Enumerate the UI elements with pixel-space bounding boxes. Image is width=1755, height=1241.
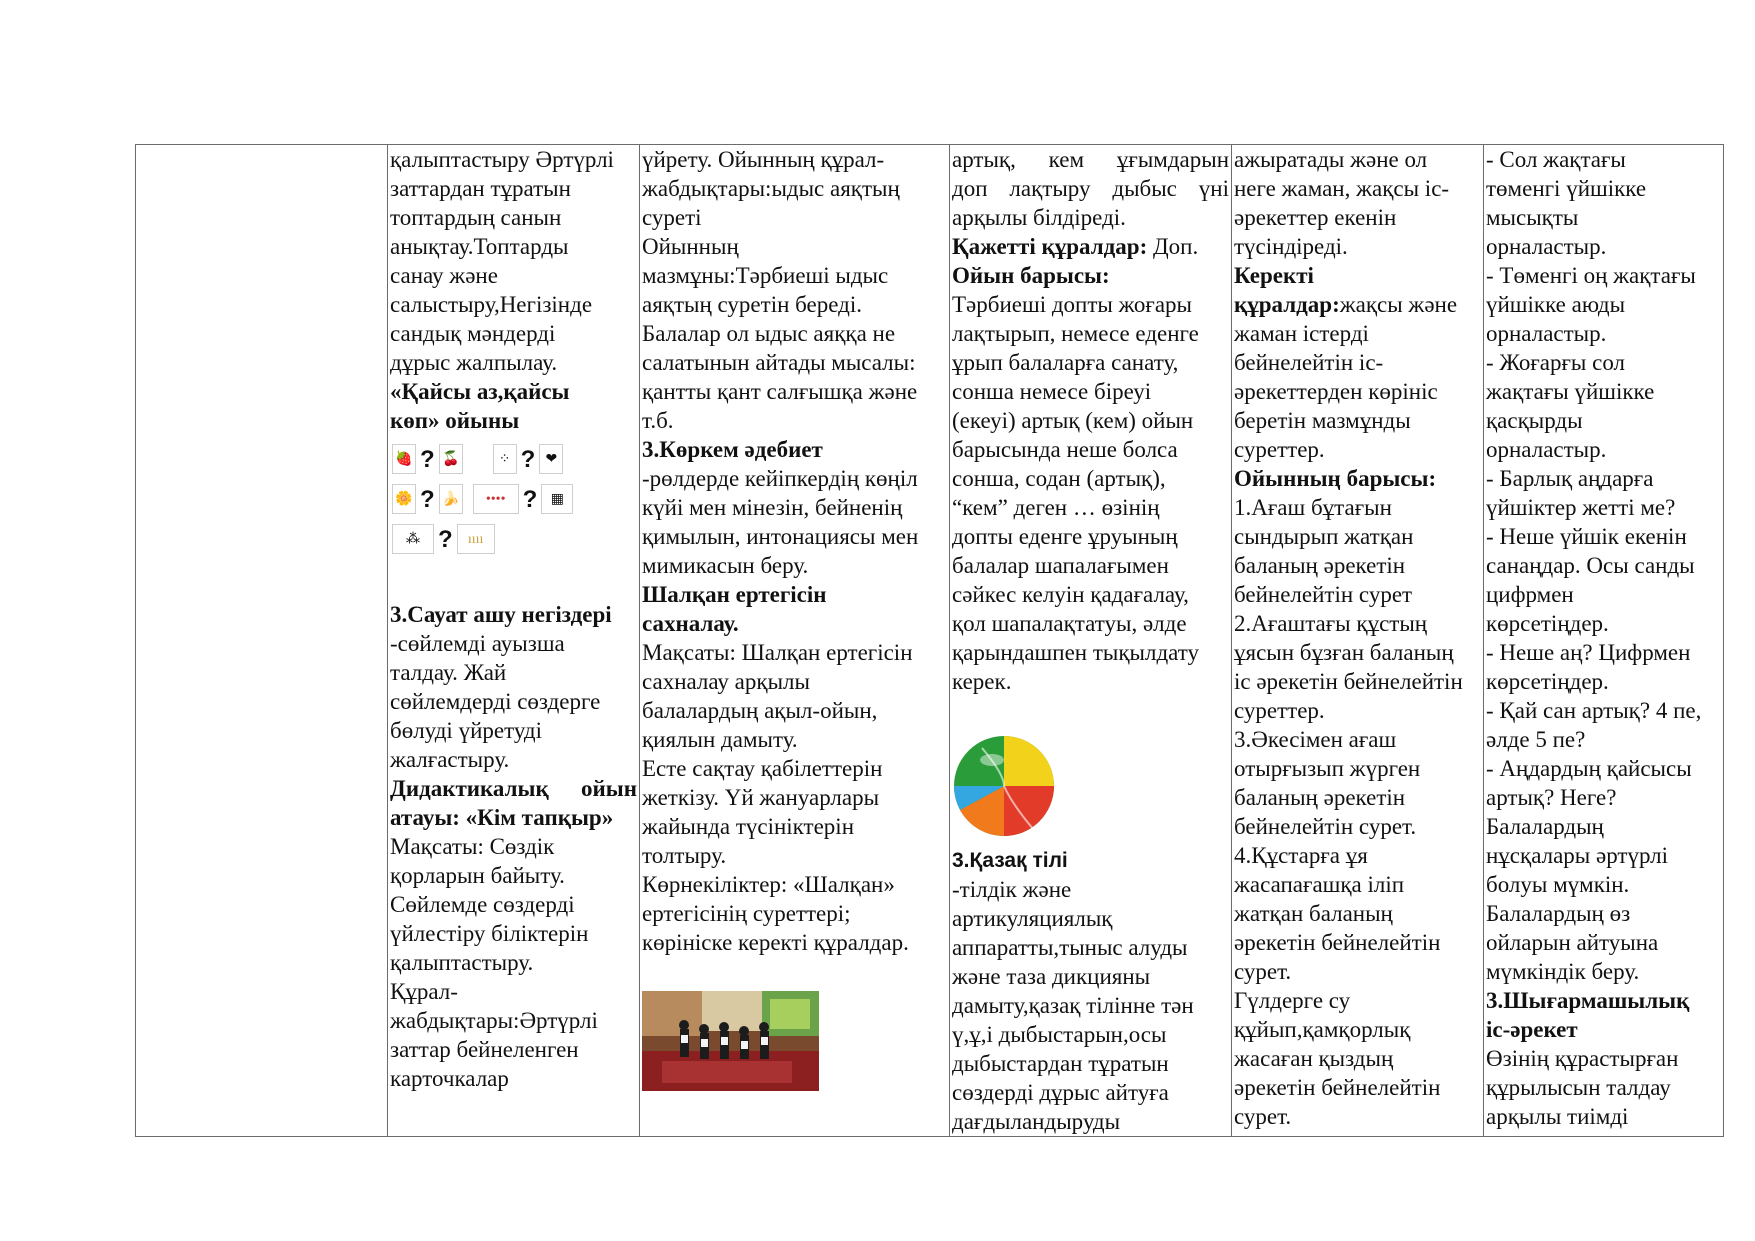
text-line: қалыптастыру Әртүрлі [390, 147, 614, 172]
text-line: толтыру. [642, 843, 727, 868]
text-line: сөйлемдерді сөздерге [390, 689, 601, 714]
label-bold: құралдар: [1234, 292, 1340, 317]
question-mark: ? [420, 445, 435, 473]
text-line: ертегісінің суреттері; [642, 901, 851, 926]
text-line: нұсқалары әртүрлі [1486, 843, 1669, 868]
text-line: дыбыстардан тұратын [952, 1051, 1169, 1076]
text-line: беретін мазмұнды [1234, 408, 1411, 433]
beach-ball-picture [952, 734, 1056, 838]
text-line: жеткізу. Үй жануарлары [642, 785, 880, 810]
text-line: - Неше үйшік екенін [1486, 524, 1687, 549]
text-line: 3.Қазақ тілі [952, 849, 1068, 872]
text-line: Көрнекіліктер: «Шалқан» [642, 872, 895, 897]
text-line: сәйкес келуін қадағалау, [952, 582, 1189, 607]
text-line: керек. [952, 669, 1012, 694]
text-line: доп лақтыру дыбыс үні [952, 176, 1229, 201]
text-line: аяқтың суретін береді. [642, 292, 862, 317]
text-line: - Жоғарғы сол [1486, 350, 1626, 375]
text-line: әрекеттер екенін [1234, 205, 1397, 230]
text-line: “кем” деген … өзінің [952, 495, 1160, 520]
text-line: карточкалар [390, 1066, 509, 1091]
cherries-icon: 🍒 [439, 444, 463, 474]
text-line: төменгі үйшікке [1486, 176, 1647, 201]
cell-col1-empty [136, 145, 388, 1137]
text-line: сонша, содан (артық), [952, 466, 1166, 491]
flower-icon: 🌼 [392, 484, 416, 514]
text-line: 3.Көркем әдебиет [642, 437, 823, 462]
text-line: сонша немесе біреуі [952, 379, 1152, 404]
text-line: қалыптастыру. [390, 950, 534, 975]
text-line: салатынын айтады мысалы: [642, 350, 916, 375]
label-rest: Доп. [1147, 234, 1199, 259]
text-line: орналастыр. [1486, 321, 1607, 346]
text-line: ү,ұ,і дыбыстарын,осы [952, 1022, 1167, 1047]
text-line: Балалардың [1486, 814, 1604, 839]
text-line: ұрып балаларға санату, [952, 350, 1179, 375]
text-line: қимылын, интонациясы мен [642, 524, 919, 549]
text-line: Тәрбиеші допты жоғары [952, 292, 1193, 317]
text-line: отырғызып жүрген [1234, 756, 1421, 781]
text-line: 4.Құстарға ұя [1234, 843, 1368, 868]
text-line: болуы мүмкін. [1486, 872, 1630, 897]
table-row [136, 145, 1724, 1137]
text-block-kazakh [952, 846, 1229, 1136]
text-block-ball-game [952, 145, 1229, 696]
text-line: Керекті [1234, 263, 1314, 288]
text-line: «Қайсы аз,қайсы [390, 379, 570, 404]
house-icon: ▦ [541, 484, 573, 514]
text-line: әрекетін бейнелейтін [1234, 930, 1441, 955]
question-mark: ? [520, 445, 536, 473]
heart-icon: ❤ [539, 444, 563, 474]
text-line: сахналау арқылы [642, 669, 810, 694]
text-line: қорларын байыту. [390, 863, 565, 888]
dots-group-icon: •••• [473, 484, 519, 514]
cell-col6 [1484, 145, 1724, 1137]
question-mark: ? [438, 525, 453, 553]
cell-col2 [388, 145, 640, 1137]
text-line: сөздерді дұрыс айтуға [952, 1080, 1169, 1105]
text-line: қол шапалақтатуы, әлде [952, 611, 1187, 636]
text-line: Құрал- [390, 979, 458, 1004]
text-line: ұясын бұзған баланың [1234, 640, 1454, 665]
text-block-math [390, 145, 637, 435]
text-line: (екеуі) артық (кем) ойын [952, 408, 1194, 433]
text-line: 3.Әкесімен ағаш [1234, 727, 1397, 752]
text-line: ойларын айтуына [1486, 930, 1659, 955]
text-line: іс әрекетін бейнелейтін [1234, 669, 1463, 694]
text-line: -тілдік және [952, 877, 1072, 902]
text-line: арқылы білдіреді. [952, 205, 1126, 230]
text-line [952, 232, 1229, 261]
bars-icon: ıııı [457, 524, 495, 554]
text-line: әрекетін бейнелейтін [1234, 1075, 1441, 1100]
text-line: Мақсаты: Шалқан ертегісін [642, 640, 913, 665]
text-line: сурет. [1234, 1104, 1292, 1129]
text-line: жасапағашқа іліп [1234, 872, 1405, 897]
text-line: 2.Ағаштағы құстың [1234, 611, 1428, 636]
text-line: сурет. [1234, 959, 1292, 984]
text-line: -рөлдерде кейіпкердің көңіл [642, 466, 918, 491]
text-block-animals-houses [1486, 145, 1721, 1131]
text-line: бөлуді үйретуді [390, 718, 542, 743]
text-line: суреті [642, 205, 702, 230]
text-line: әрекеттерден көрініс [1234, 379, 1438, 404]
text-line: мысықты [1486, 205, 1579, 230]
text-line: орналастыр. [1486, 437, 1607, 462]
text-line: - Барлық аңдарға [1486, 466, 1654, 491]
text-line: Өзінің құрастырған [1486, 1046, 1679, 1071]
text-line: көрініске керекті құралдар. [642, 930, 909, 955]
text-line: - Аңдардың қайсысы [1486, 756, 1692, 781]
text-line: көп» ойыны [390, 408, 520, 433]
text-line: әлде 5 пе? [1486, 727, 1586, 752]
text-line: Шалқан ертегісін [642, 582, 827, 607]
text-line: бейнелейтін сурет. [1234, 814, 1417, 839]
text-line: қарындашпен тықылдату [952, 640, 1200, 665]
text-line: - Қай сан артық? 4 пе, [1486, 698, 1702, 723]
text-line: заттар бейнеленген [390, 1037, 579, 1062]
text-line: барысында неше болса [952, 437, 1178, 462]
text-line: лақтырып, немесе еденге [952, 321, 1199, 346]
text-line: санау және [390, 263, 498, 288]
text-line: сандық мәндерді [390, 321, 556, 346]
text-line: Сөйлемде сөздерді [390, 892, 575, 917]
text-line: жатқан баланың [1234, 901, 1393, 926]
text-line: арқылы тиімді [1486, 1104, 1629, 1129]
text-line: үйшіктер жетті ме? [1486, 495, 1676, 520]
text-line: мүмкіндік беру. [1486, 959, 1640, 984]
text-line: - Сол жақтағы [1486, 147, 1626, 172]
text-line: жайында түсініктерін [642, 814, 855, 839]
text-line: - Неше аң? Цифрмен [1486, 640, 1691, 665]
text-line: бейнелейтін сурет [1234, 582, 1413, 607]
text-line: неге жаман, жақсы іс- [1234, 176, 1450, 201]
text-block-literature [642, 145, 947, 957]
text-line: және таза дикцияны [952, 964, 1151, 989]
text-line: Балалардың өз [1486, 901, 1631, 926]
text-line: сахналау. [642, 611, 739, 636]
text-line: анықтау.Топтарды [390, 234, 569, 259]
text-line: санаңдар. Осы санды [1486, 553, 1695, 578]
text-line: артикуляциялық [952, 906, 1113, 931]
text-line: Есте сақтау қабілеттерін [642, 756, 883, 781]
text-line: баланың әрекетін [1234, 553, 1406, 578]
text-line: көрсетіңдер. [1486, 611, 1609, 636]
stage-photo [642, 991, 819, 1091]
text-line: талдау. Жай [390, 660, 507, 685]
text-line: 1.Ағаш бұтағын [1234, 495, 1392, 520]
text-line: аппаратты,тыныс алуды [952, 935, 1188, 960]
fruit-icon: 🍓 [392, 444, 416, 474]
text-line: қантты қант салғышқа және [642, 379, 918, 404]
text-line: балалардың ақыл-ойын, [642, 698, 878, 723]
text-line: атауы: «Кім тапқыр» [390, 805, 614, 830]
text-line: -сөйлемді ауызша [390, 631, 565, 656]
text-line: 3.Шығармашылық [1486, 988, 1690, 1013]
text-line: артық, кем ұғымдарын [952, 147, 1229, 172]
cell-col4 [950, 145, 1232, 1137]
text-line: түсіндіреді. [1234, 234, 1348, 259]
text-line: дамыту,қазақ тілінне тән [952, 993, 1194, 1018]
text-line: 3.Сауат ашу негіздері [390, 602, 612, 627]
text-line: қиялын дамыту. [642, 727, 798, 752]
text-line: салыстыру,Негізінде [390, 292, 593, 317]
text-line: суреттер. [1234, 698, 1325, 723]
text-line: артық? Неге? [1486, 785, 1617, 810]
text-line: мазмұны:Тәрбиеші ыдыс [642, 263, 889, 288]
text-line: құрылысын талдау [1486, 1075, 1671, 1100]
text-line: цифрмен [1486, 582, 1574, 607]
text-line: іс-әрекет [1486, 1017, 1578, 1042]
text-line: Мақсаты: Сөздік [390, 834, 555, 859]
text-line: көрсетіңдер. [1486, 669, 1609, 694]
text-line: бейнелейтін іс- [1234, 350, 1384, 375]
text-line: орналастыр. [1486, 234, 1607, 259]
text-line: Ойын барысы: [952, 263, 1110, 288]
cell-col5 [1232, 145, 1484, 1137]
text-line: жақтағы үйшікке [1486, 379, 1655, 404]
text-line: құйып,қамқорлық [1234, 1017, 1411, 1042]
text-line: дұрыс жалпылау. [390, 350, 558, 375]
text-line: балалар шапалағымен [952, 553, 1169, 578]
text-line: баланың әрекетін [1234, 785, 1406, 810]
text-line: мимикасын беру. [642, 553, 809, 578]
text-line: суреттер. [1234, 437, 1325, 462]
question-mark: ? [522, 485, 538, 513]
label-rest: жақсы және [1339, 292, 1458, 317]
text-line: Гүлдерге су [1234, 988, 1351, 1013]
text-block-literacy [390, 600, 637, 1093]
text-block-behavior-game [1234, 145, 1481, 1131]
text-line: Дидактикалық ойын [390, 776, 637, 801]
cell-col3 [640, 145, 950, 1137]
text-line: Балалар ол ыдыс аяққа не [642, 321, 896, 346]
text-line: сындырып жатқан [1234, 524, 1414, 549]
text-line [1234, 290, 1481, 319]
figures-icon: ⁂ [392, 524, 434, 554]
text-line: заттардан тұратын [390, 176, 571, 201]
text-line: ажыратады және ол [1234, 147, 1428, 172]
text-line: - Төменгі оң жақтағы [1486, 263, 1696, 288]
text-line: т.б. [642, 408, 674, 433]
text-line: жалғастыру. [390, 747, 510, 772]
text-line: жабдықтары:ыдыс аяқтың [642, 176, 900, 201]
text-line: допты еденге ұруының [952, 524, 1178, 549]
dots-icon: ⁘ [493, 444, 517, 474]
text-line: дағдыландыруды [952, 1109, 1121, 1134]
text-line: Ойынның барысы: [1234, 466, 1437, 491]
text-line: жаман істерді [1234, 321, 1369, 346]
text-line: топтардың санын [390, 205, 562, 230]
text-line: үйлестіру біліктерін [390, 921, 589, 946]
label-bold: Қажетті құралдар: [952, 234, 1148, 259]
text-line: жасаған қыздың [1234, 1046, 1394, 1071]
question-mark: ? [420, 485, 435, 513]
plan-table [135, 144, 1724, 1137]
match-game-picture [392, 441, 605, 566]
banana-icon: 🍌 [439, 484, 463, 514]
text-line: үйрету. Ойынның құрал- [642, 147, 885, 172]
text-line: үйшікке аюды [1486, 292, 1626, 317]
text-line: жабдықтары:Әртүрлі [390, 1008, 598, 1033]
text-line: күйі мен мінезін, бейненің [642, 495, 903, 520]
text-line: қасқырды [1486, 408, 1583, 433]
text-line: Ойынның [642, 234, 739, 259]
